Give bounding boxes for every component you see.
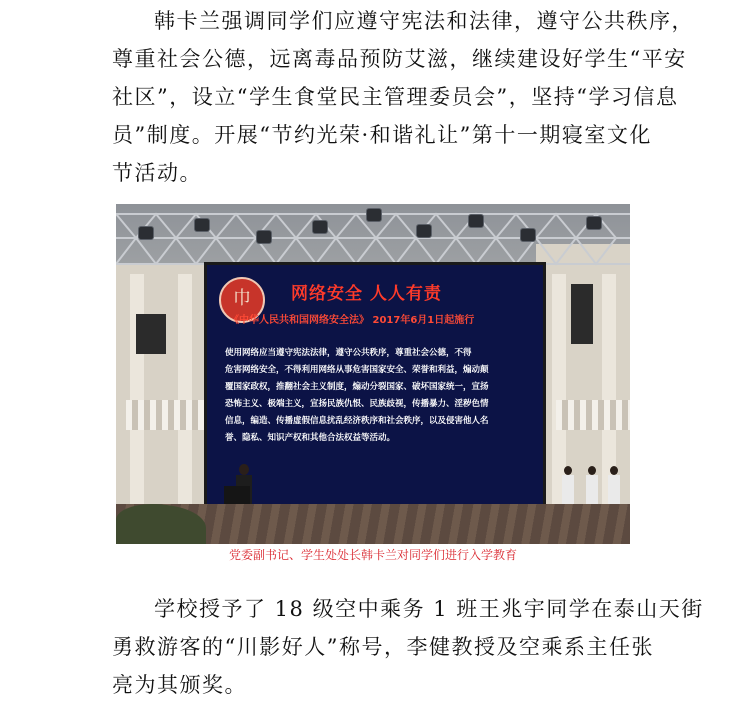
speaker-array-icon — [520, 228, 536, 242]
led-screen — [204, 262, 546, 516]
screen-title: 网络安全 人人有责 — [291, 284, 442, 304]
paragraph-line: 节活动。 — [112, 161, 202, 185]
paragraph-line: 勇救游客的“川影好人”称号，李健教授及空乘系主任张 — [112, 635, 654, 659]
paragraph-line: 尊重社会公德，远离毒品预防艾滋，继续建设好学生“平安 — [112, 47, 687, 71]
screen-body-line: 危害网络安全，不得利用网络从事危害国家安全、荣誉和利益，煽动颠 — [225, 365, 489, 375]
speaker-array-icon — [312, 220, 328, 234]
speaker-array-icon — [194, 218, 210, 232]
building-window — [571, 284, 593, 344]
paragraph-line: 学校授予了 18 级空中乘务 1 班王兆宇同学在泰山天街 — [154, 597, 704, 621]
paragraph-line: 员”制度。开展“节约光荣·和谐礼让”第十一期寝室文化 — [112, 123, 652, 147]
bystander-figure — [608, 466, 620, 506]
paragraph-bottom — [112, 590, 704, 704]
speaker-array-icon — [256, 230, 272, 244]
screen-body-line: 恐怖主义、极端主义，宣扬民族仇恨、民族歧视，传播暴力、淫秽色情 — [225, 399, 489, 409]
event-photo — [116, 204, 630, 544]
screen-subtitle: 《中华人民共和国网络安全法》 2017年6月1日起施行 — [229, 315, 475, 326]
paragraph-line: 韩卡兰强调同学们应遵守宪法和法律，遵守公共秩序， — [154, 9, 694, 33]
speaker-array-icon — [416, 224, 432, 238]
bystander-figure — [562, 466, 574, 506]
speaker-array-icon — [366, 208, 382, 222]
screen-body-line: 誉、隐私、知识产权和其他合法权益等活动。 — [225, 433, 396, 443]
paragraph-top — [112, 2, 694, 192]
screen-body-line: 信息，编造、传播虚假信息扰乱经济秩序和社会秩序，以及侵害他人名 — [225, 416, 489, 426]
speaker-array-icon — [586, 216, 602, 230]
screen-body — [225, 345, 530, 447]
balustrade — [556, 400, 630, 430]
balustrade — [126, 400, 206, 430]
screen-body-line: 使用网络应当遵守宪法法律，遵守公共秩序，尊重社会公德，不得 — [225, 348, 472, 358]
paragraph-line: 亮为其颁奖。 — [112, 673, 247, 697]
screen-body-line: 覆国家政权，推翻社会主义制度，煽动分裂国家、破坏国家统一，宣扬 — [225, 382, 489, 392]
emblem-glyph: 巾 — [233, 288, 251, 309]
bystander-figure — [586, 466, 598, 506]
building-window — [136, 314, 166, 354]
photo-caption: 党委副书记、学生处处长韩卡兰对同学们进行入学教育 — [228, 548, 517, 562]
paragraph-line: 社区”，设立“学生食堂民主管理委员会”，坚持“学习信息 — [112, 85, 679, 109]
speaker-array-icon — [468, 214, 484, 228]
speaker-array-icon — [138, 226, 154, 240]
